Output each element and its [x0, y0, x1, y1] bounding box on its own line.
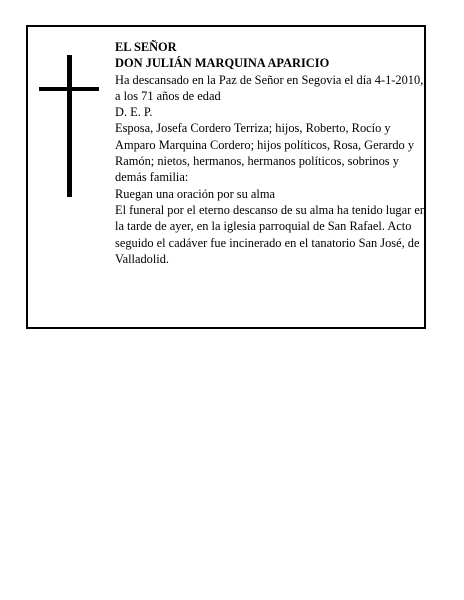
cross-vertical-bar	[67, 55, 72, 197]
death-announcement: Ha descansado en la Paz de Señor en Segovia el día 4-1-2010, a los 71 años de edad	[115, 72, 424, 103]
rip-line: D. E. P.	[115, 105, 153, 120]
notice-title: EL SEÑOR	[115, 40, 177, 54]
obituary-text	[115, 39, 427, 267]
funeral-details: El funeral por el eterno descanso de su alma ha tenido lugar en la tarde de ayer, en la iglesia parroquial de San Rafael. Acto seguido el cadáver fue incinerado en el tanatorio San José, de Valladolid.	[115, 202, 427, 266]
cross-horizontal-bar	[39, 87, 99, 91]
deceased-name: DON JULIÁN MARQUINA APARICIO	[115, 56, 330, 71]
obituary-notice	[26, 25, 426, 329]
family-list: Esposa, Josefa Cordero Terriza; hijos, Roberto, Rocío y Amparo Marquina Cordero; hijos políticos, Rosa, Gerardo y Ramón; nietos, hermanos, hermanos políticos, sobrinos y demás familia:	[115, 121, 415, 185]
prayer-request: Ruegan una oración por su alma	[115, 186, 275, 201]
